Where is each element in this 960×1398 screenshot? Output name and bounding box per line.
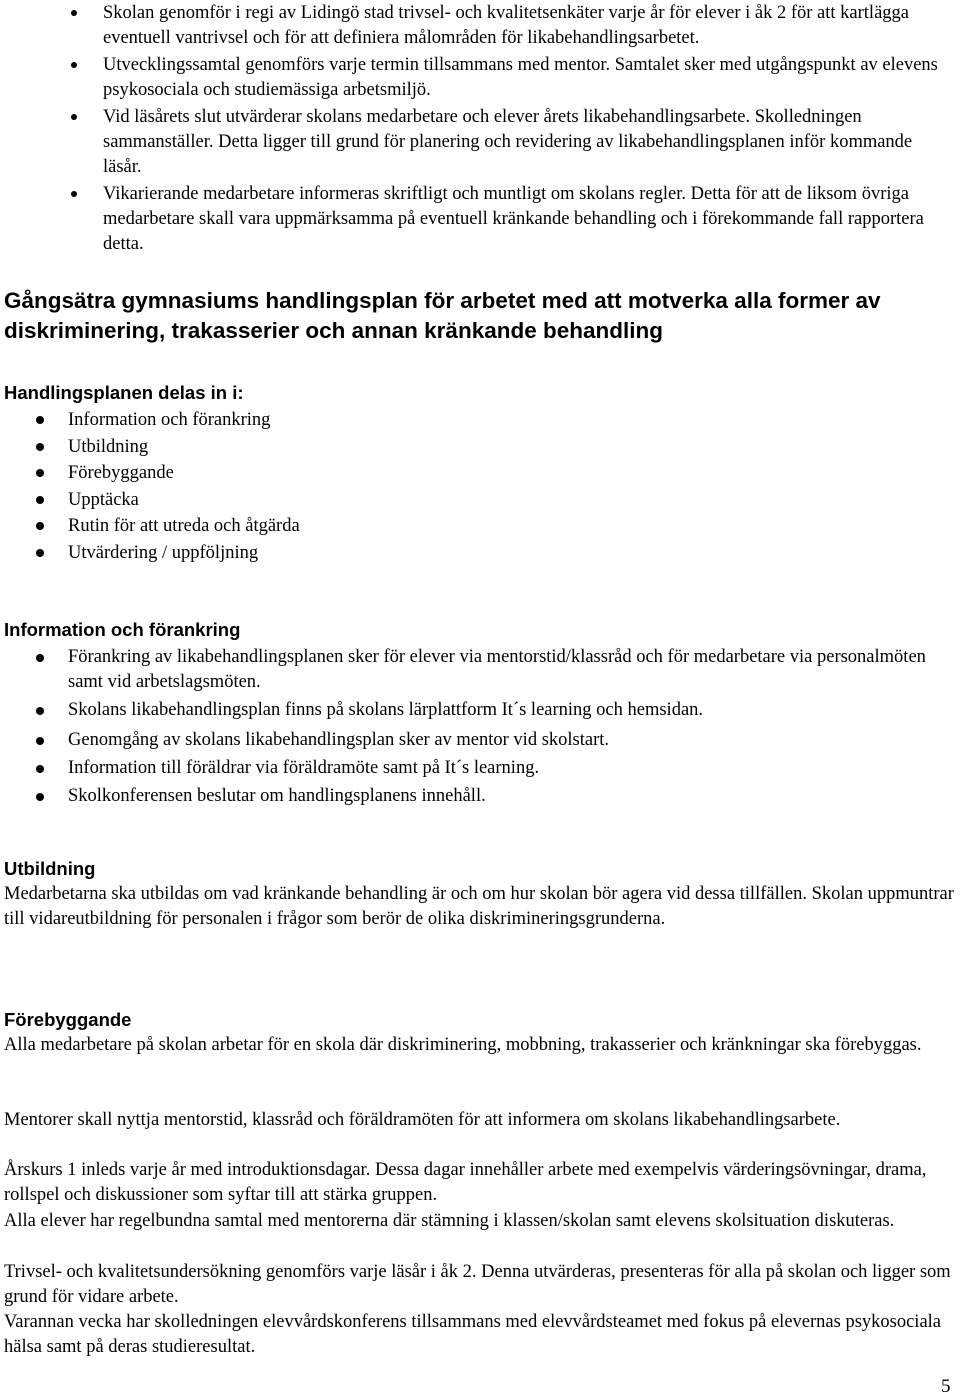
information-heading: Information och förankring: [4, 619, 241, 640]
list-item: Genomgång av skolans likabehandlingsplan sker av mentor vid skolstart.: [32, 728, 957, 753]
parts-list: [32, 407, 957, 567]
forebyggande-heading: Förebyggande: [4, 1009, 132, 1030]
top-bullet-list: [67, 1, 952, 259]
information-list: [32, 645, 957, 809]
forebyggande-paragraph: Alla elever har regelbundna samtal med mentorerna där stämning i klassen/skolan samt elevens skolsituation diskuteras.: [4, 1211, 895, 1231]
list-item: Skolans likabehandlingsplan finns på skolans lärplattform It´s learning och hemsidan.: [32, 698, 957, 723]
list-item: Information till föräldrar via föräldramöte samt på It´s learning.: [32, 756, 957, 781]
list-item: Skolkonferensen beslutar om handlingsplanens innehåll.: [32, 784, 957, 809]
list-item: Förankring av likabehandlingsplanen sker för elever via mentorstid/klassråd och för medarbetare via personalmöten samt vid arbetslagsmöten.: [32, 645, 957, 695]
list-item: Vikarierande medarbetare informeras skriftligt och muntligt om skolans regler. Detta för att de liksom övriga medarbetare skall vara uppmärksamma på eventuell kränkande behandling och i förekommande fall rapportera detta.: [67, 182, 952, 257]
list-item: Förebyggande: [32, 460, 957, 487]
utbildning-paragraph: Medarbetarna ska utbildas om vad kränkande behandling är och om hur skolan bör agera vid dessa tillfällen. Skolan uppmuntrar till vidareutbildning för personalen i frågor som berör de olika diskrimineringsgrunderna.: [4, 884, 954, 929]
list-item: Utbildning: [32, 434, 957, 461]
list-item: Utvecklingssamtal genomförs varje termin tillsammans med mentor. Samtalet sker med utgångspunkt av elevens psykosociala och studiemässiga arbetsmiljö.: [67, 53, 952, 103]
list-item: Utvärdering / uppföljning: [32, 540, 957, 567]
forebyggande-paragraph: Trivsel- och kvalitetsundersökning genomförs varje läsår i åk 2. Denna utvärderas, presenteras för alla på skolan och ligger som grund för vidare arbete.: [4, 1262, 951, 1307]
list-item: Upptäcka: [32, 487, 957, 514]
utbildning-heading: Utbildning: [4, 858, 96, 879]
forebyggande-paragraph: Varannan vecka har skolledningen elevvårdskonferens tillsammans med elevvårdsteamet med fokus på elevernas psykosociala hälsa samt på deras studieresultat.: [4, 1312, 942, 1357]
parts-heading: Handlingsplanen delas in i:: [4, 382, 244, 403]
main-heading: Gångsätra gymnasiums handlingsplan för arbetet med att motverka alla former av diskriminering, trakasserier och annan kränkande behandling: [4, 288, 881, 343]
forebyggande-paragraph: Alla medarbetare på skolan arbetar för en skola där diskriminering, mobbning, trakasserier och kränkningar ska förebyggas.: [4, 1035, 922, 1055]
list-item: Vid läsårets slut utvärderar skolans medarbetare och elever årets likabehandlingsarbete. Skolledningen sammanställer. Detta ligger till grund för planering och revidering av likabehandlingsplanen inför kommande läsår.: [67, 105, 952, 180]
list-item: Skolan genomför i regi av Lidingö stad trivsel- och kvalitetsenkäter varje år för elever i åk 2 för att kartlägga eventuell vantrivsel och för att definiera målområden för likabehandlingsarbetet.: [67, 1, 952, 51]
list-item: Rutin för att utreda och åtgärda: [32, 513, 957, 540]
forebyggande-paragraph: Årskurs 1 inleds varje år med introduktionsdagar. Dessa dagar innehåller arbete med exempelvis värderingsövningar, drama, rollspel och diskussioner som syftar till att stärka gruppen.: [4, 1160, 927, 1205]
forebyggande-paragraph: Mentorer skall nyttja mentorstid, klassråd och föräldramöten för att informera om skolans likabehandlingsarbete.: [4, 1110, 841, 1130]
list-item: Information och förankring: [32, 407, 957, 434]
page-number: 5: [941, 1376, 951, 1397]
